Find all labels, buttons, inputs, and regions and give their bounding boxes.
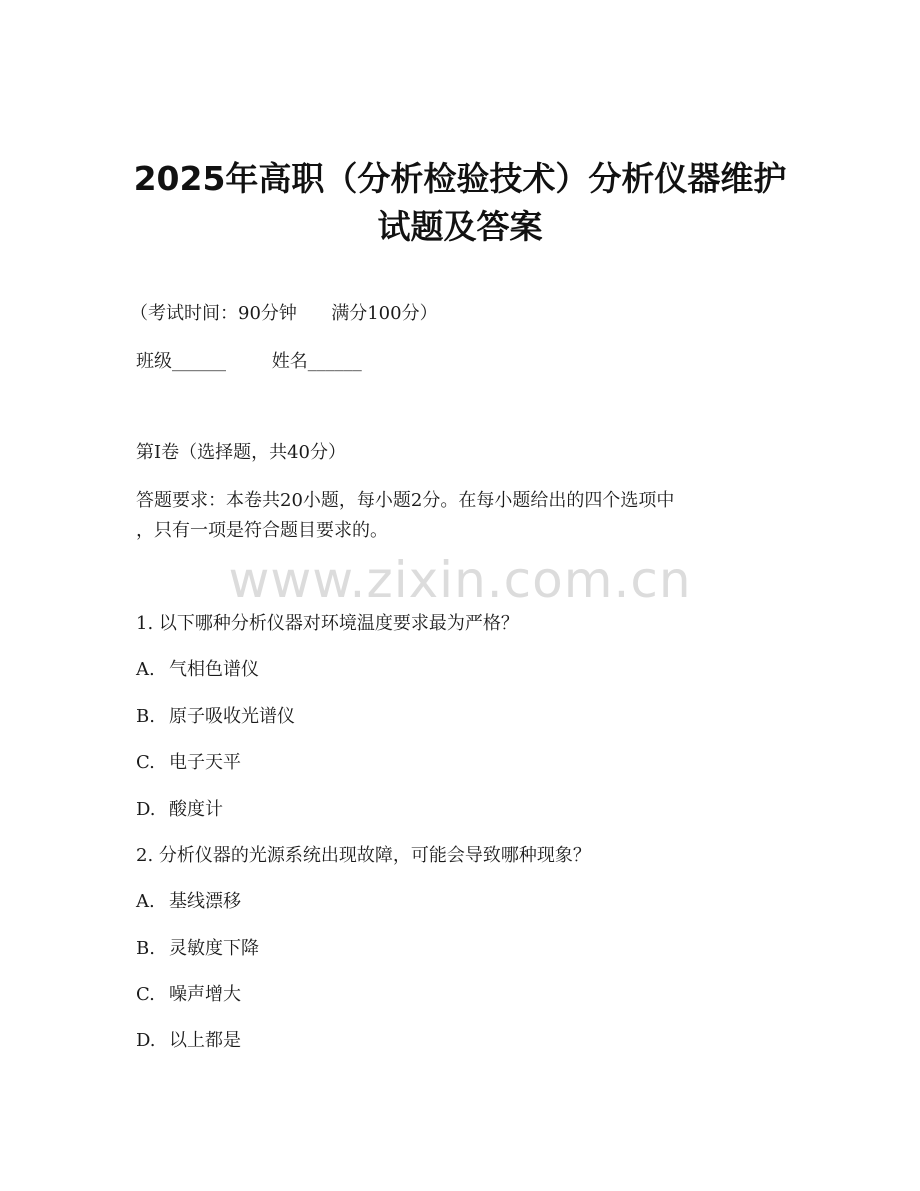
option-letter: D. <box>136 1030 156 1051</box>
option-text: 噪声增大 <box>169 984 241 1005</box>
option-text: 灵敏度下降 <box>169 938 259 959</box>
option-row <box>136 936 259 962</box>
option-letter: B. <box>136 938 155 959</box>
watermark: www.zixin.com.cn <box>228 551 692 609</box>
option-text: 气相色谱仪 <box>169 659 259 680</box>
requirements-line1: 答题要求：本卷共20小题，每小题2分。在每小题给出的四个选项中 <box>136 490 675 511</box>
option-text: 原子吸收光谱仪 <box>169 706 295 727</box>
question-stem: 2. 分析仪器的光源系统出现故障，可能会导致哪种现象？ <box>136 845 591 866</box>
option-row <box>136 750 241 776</box>
option-row <box>136 889 241 915</box>
exam-info: （考试时间：90分钟 满分100分） <box>130 303 438 324</box>
option-letter: A. <box>136 891 155 912</box>
class-name-line: 班级______ 姓名______ <box>136 351 362 372</box>
option-letter: D. <box>136 799 156 820</box>
document-title-line1: 2025年高职（分析检验技术）分析仪器维护 <box>133 159 787 198</box>
option-row <box>136 704 295 730</box>
option-letter: C. <box>136 752 155 773</box>
option-row <box>136 982 241 1008</box>
option-text: 电子天平 <box>169 752 241 773</box>
option-letter: B. <box>136 706 155 727</box>
question-stem: 1. 以下哪种分析仪器对环境温度要求最为严格？ <box>136 613 519 634</box>
option-text: 酸度计 <box>169 799 223 820</box>
document-title-line2: 试题及答案 <box>377 207 543 246</box>
option-text: 基线漂移 <box>169 891 241 912</box>
option-letter: C. <box>136 984 155 1005</box>
option-letter: A. <box>136 659 155 680</box>
option-row <box>136 1028 241 1054</box>
section-title: 第I卷（选择题，共40分） <box>136 442 347 463</box>
option-text: 以上都是 <box>169 1030 241 1051</box>
option-row <box>136 797 223 823</box>
requirements-line2: ，只有一项是符合题目要求的。 <box>136 520 388 541</box>
option-row <box>136 657 259 683</box>
